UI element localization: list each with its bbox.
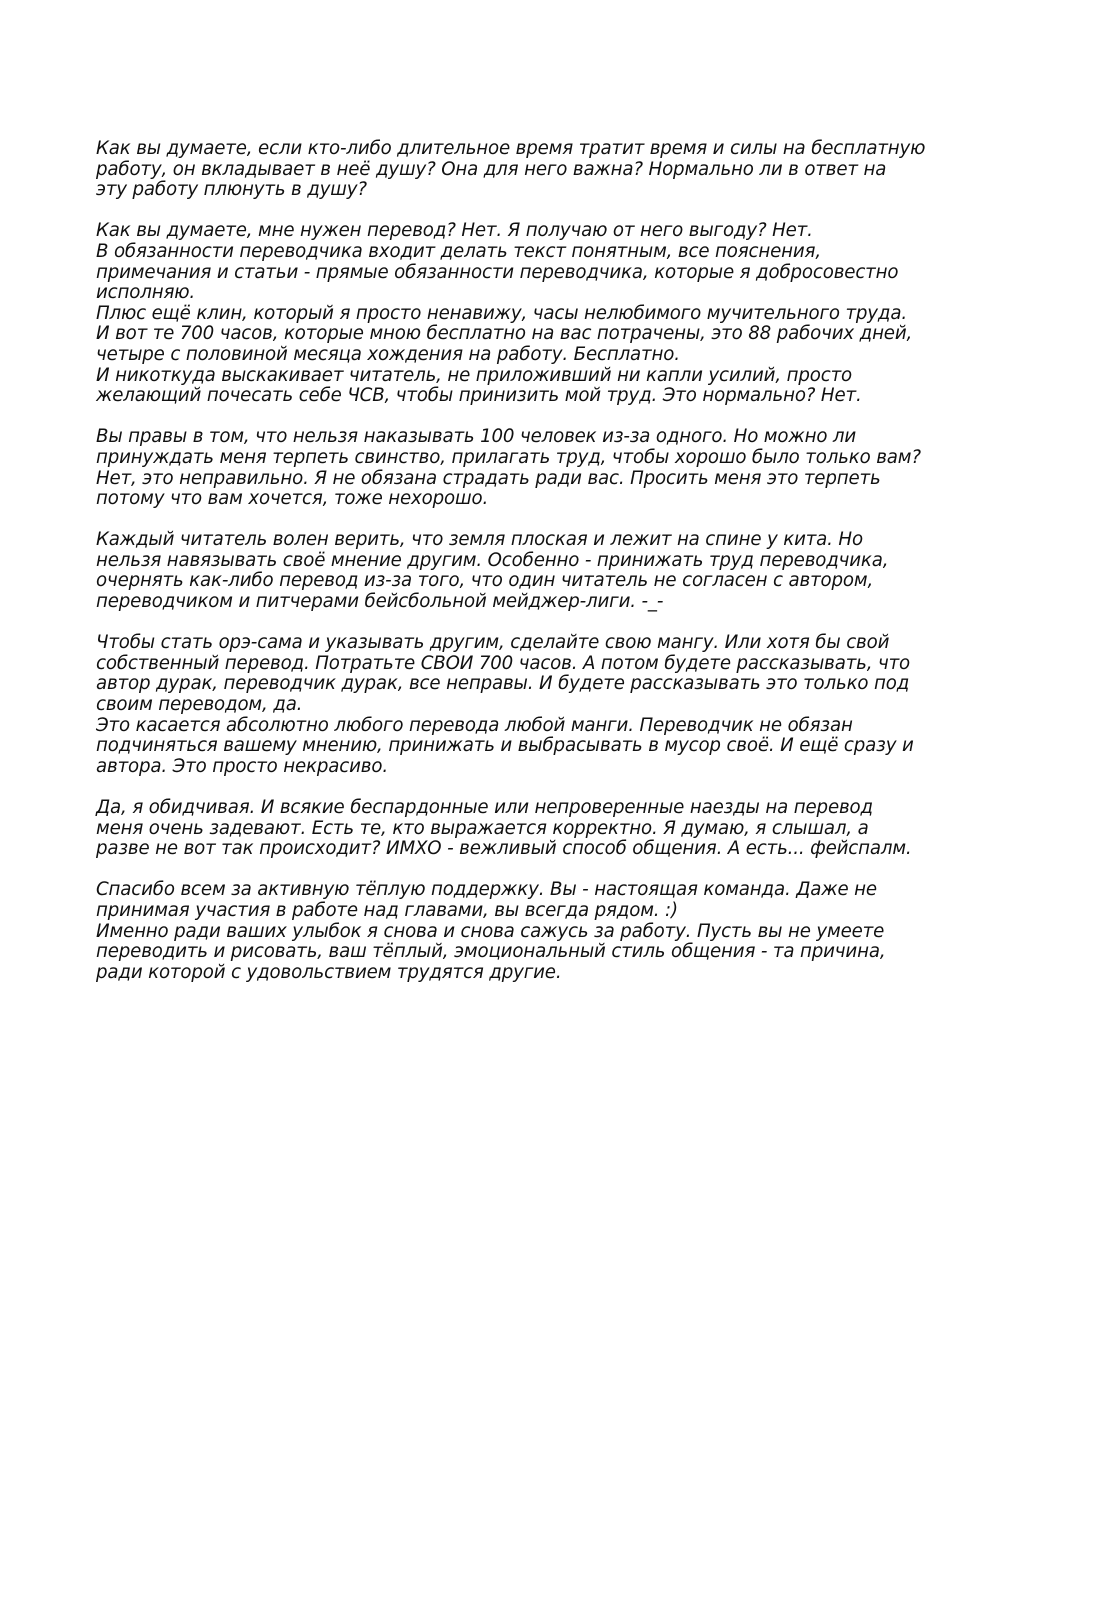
text-line: Спасибо всем за активную тёплую поддержку. Вы - настоящая команда. Даже не [96, 879, 877, 901]
text-line: принимая участия в работе над главами, вы всегда рядом. :) [96, 899, 678, 921]
text-line: Нет, это неправильно. Я не обязана страдать ради вас. Просить меня это терпеть [96, 467, 881, 489]
text-line: И никоткуда выскакивает читатель, не приложивший ни капли усилий, просто [96, 364, 852, 386]
text-line: переводить и рисовать, ваш тёплый, эмоциональный стиль общения - та причина, [96, 941, 886, 963]
text-line: Вы правы в том, что нельзя наказывать 100 человек из-за одного. Но можно ли [96, 426, 857, 448]
text-line: собственный перевод. Потратьте СВОИ 700 часов. А потом будете рассказывать, что [96, 652, 911, 674]
paragraph-1 [96, 139, 996, 201]
text-line: четыре с половиной месяца хождения на работу. Бесплатно. [96, 343, 680, 365]
text-line: исполняю. [96, 282, 196, 304]
text-line: В обязанности переводчика входит делать текст понятным, все пояснения, [96, 240, 821, 262]
text-line: ради которой с удовольствием трудятся другие. [96, 961, 562, 983]
text-line: Каждый читатель волен верить, что земля плоская и лежит на спине у кита. Но [96, 529, 863, 551]
text-line: нельзя навязывать своё мнение другим. Особенно - принижать труд переводчика, [96, 549, 889, 571]
text-line: Как вы думаете, если кто-либо длительное время тратит время и силы на бесплатную [96, 138, 926, 159]
paragraph-5 [96, 633, 996, 777]
text-line: принуждать меня терпеть свинство, прилагать труд, чтобы хорошо было только вам? [96, 446, 921, 468]
text-line: подчиняться вашему мнению, принижать и выбрасывать в мусор своё. И ещё сразу и [96, 735, 914, 757]
text-line: работу, он вкладывает в неё душу? Она для него важна? Нормально ли в ответ на [96, 158, 887, 180]
text-line: автора. Это просто некрасиво. [96, 755, 388, 777]
text-line: очернять как-либо перевод из-за того, что один читатель не согласен с автором, [96, 570, 874, 592]
document-page [96, 139, 996, 1004]
paragraph-6 [96, 798, 996, 860]
text-line: разве не вот так происходит? ИМХО - вежливый способ общения. А есть... фейспалм. [96, 838, 912, 860]
paragraph-7 [96, 880, 996, 983]
text-line: Именно ради ваших улыбок я снова и снова сажусь за работу. Пусть вы не умеете [96, 920, 885, 942]
text-line: Плюс ещё клин, который я просто ненавижу, часы нелюбимого мучительного труда. [96, 302, 907, 324]
text-line: Как вы думаете, мне нужен перевод? Нет. Я получаю от него выгоду? Нет. [96, 220, 813, 242]
text-line: автор дурак, переводчик дурак, все неправы. И будете рассказывать это только под [96, 673, 910, 695]
text-line: Чтобы стать орэ-сама и указывать другим, сделайте свою мангу. Или хотя бы свой [96, 632, 890, 654]
text-line: эту работу плюнуть в душу? [96, 179, 367, 201]
text-line: переводчиком и питчерами бейсбольной мейджер-лиги. -_- [96, 591, 664, 613]
text-line: меня очень задевают. Есть те, кто выражается корректно. Я думаю, я слышал, а [96, 817, 869, 839]
text-line: И вот те 700 часов, которые мною бесплатно на вас потрачены, это 88 рабочих дней, [96, 323, 913, 345]
text-line: Это касается абсолютно любого перевода любой манги. Переводчик не обязан [96, 714, 853, 736]
text-line: Да, я обидчивая. И всякие беспардонные или непроверенные наезды на перевод [96, 797, 873, 818]
paragraph-2 [96, 221, 996, 406]
paragraph-4 [96, 530, 996, 612]
text-line: потому что вам хочется, тоже нехорошо. [96, 488, 489, 510]
paragraph-3 [96, 427, 996, 509]
text-line: своим переводом, да. [96, 694, 303, 716]
text-line: желающий почесать себе ЧСВ, чтобы принизить мой труд. Это нормально? Нет. [96, 385, 862, 407]
text-line: примечания и статьи - прямые обязанности переводчика, которые я добросовестно [96, 261, 899, 283]
